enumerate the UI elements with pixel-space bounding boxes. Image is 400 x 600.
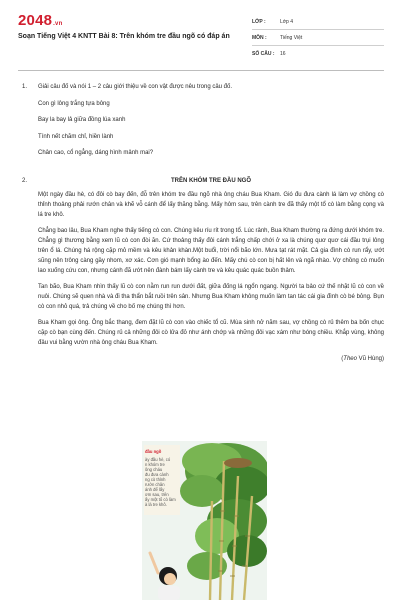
document-header [18,12,384,64]
author-paren: ( [341,356,344,362]
question-body [38,82,384,158]
riddle-line: Chân cao, cổ ngẳng, dáng hình mảnh mai? [38,150,154,156]
meta-label: SỐ CÂU : [252,50,275,57]
question-2 [18,176,384,364]
meta-value: Lớp 4 [280,18,294,25]
author-name: Vũ Hùng) [356,356,384,362]
bamboo-illustration [142,441,267,600]
author-theo: Theo [343,356,357,362]
caption-line: ông cháu [145,467,163,472]
story-paragraph: Bua Kham gọi ông. Ông bắc thang, đem đặt lũ cò con vào chiếc tổ cũ. Mùa sinh nở năm sau, vợ chồng cò rủ thêm ba bốn chục cặp cò bạn cùng đến. Chúng rủ cả những đôi cò lửa đỏ như ánh chớp và những đôi vạc xám như bóng chiều. Khắp vùng, không đâu vui bằng vườn nhà ông cháu Bua Kham. [38,320,384,346]
caption-line: ánh để lấy [145,487,165,492]
riddle-line: Tính nết chăm chỉ, hiền lành [38,133,114,140]
question-1 [18,82,384,174]
question-prompt: Giải câu đố và nói 1 – 2 câu giới thiệu về con vật được nêu trong câu đố. [38,84,233,90]
document-content [18,82,384,364]
meta-row-subject [252,30,384,46]
meta-value: Tiếng Việt [280,34,303,41]
question-body [38,176,384,364]
meta-row-class [252,14,384,30]
riddle-line: Con gì lông trắng tựa bông [38,100,110,107]
caption-line: đầu ngõ [145,449,162,454]
question-number: 1. [22,84,28,90]
meta-label: MÔN : [252,34,267,41]
caption-line: ấy một tổ cò làm [145,497,176,502]
header-divider [18,70,384,71]
document-title: Soạn Tiếng Việt 4 KNTT Bài 8: Trên khóm tre đầu ngõ có đáp án [18,33,230,40]
story-author [38,354,384,364]
caption-line: ng cò thỉnh [145,477,166,482]
question-number: 2. [22,178,28,184]
caption-line: đu đưa cành [145,472,169,477]
site-logo[interactable] [18,12,62,29]
caption-line: à lá tre khô. [145,502,167,507]
caption-line: ày đầu hè, có [145,457,171,462]
bamboo-illustration-svg [142,441,267,600]
meta-row-count [252,46,384,61]
logo-text: 2048 [18,12,53,29]
story-paragraph: Một ngày đầu hè, có đôi cò bay đến, đỗ trên khóm tre đầu ngõ nhà ông cháu Bua Kham. Gió đu đưa cành lá làm vợ chồng cò thỉnh thoảng phải rướn chân và khẽ vỗ cánh để lấy thăng bằng. Mấy hôm sau, trên cành tre đã thấy một tổ cò làm bằng cọng và lá tre khô. [38,192,384,218]
meta-value: 16 [280,50,286,57]
logo-domain: .vn [53,21,63,27]
story-title: TRÊN KHÓM TRE ĐẦU NGÕ [171,178,251,184]
riddle-line: Bay la bay lả giữa đồng lúa xanh [38,117,126,123]
caption-line: ơm sau, trên [145,492,169,497]
caption-line: n khóm tre [145,462,165,467]
caption-line: rướn chân [145,482,165,487]
document-meta [252,14,384,61]
story-paragraph: Tan bão, Bua Kham nhìn thấy lũ cò con nằm run run dưới đất, giữa đống lá ngổn ngang. Người ta bảo cứ thế nhặt lũ cò con về nuôi. Chúng sẽ quen nhà và đi tha thẩn bắt ruồi trên sân. Nhưng Bua Kham không muốn làm tan tác cái gia đình cò bé bỏng. Bụn cò con nhỏ quá, trả chúng về cho bố mẹ chúng thì hơn. [38,284,384,310]
meta-label: LỚP : [252,18,266,25]
stork-nest [224,458,252,468]
story-paragraph: Chẳng bao lâu, Bua Kham nghe thấy tiếng cò con. Chúng kêu ríu rít trong tổ. Lúc rảnh, Bua Kham thường ra đứng dưới khóm tre. Chẳng gì thương bằng xem lũ cò con đòi ăn. Cứ thoảng thấy đôi cánh trắng chấp chới ở xa là chúng quơ quơ cái đầu trụi lông trên ổ lá. Chúng há rộng cặp mỏ mềm và kêu khản khàn.Một buổi, trời nổi bão lớn. Mưa tạt rát mặt. Cả gia đình cò run rẩy, ướt sũng nên trông càng gầy nhom, xơ xác. Cơn gió mạnh bổng ào đến. Mấy chú cò con bị hất lên và ngã nhào. Vợ chồng cò muốn lao xuống cứu con, nhưng cánh đã ướt nên đành bám lấy cành tre và kêu quác quác buồn thảm. [38,228,384,274]
